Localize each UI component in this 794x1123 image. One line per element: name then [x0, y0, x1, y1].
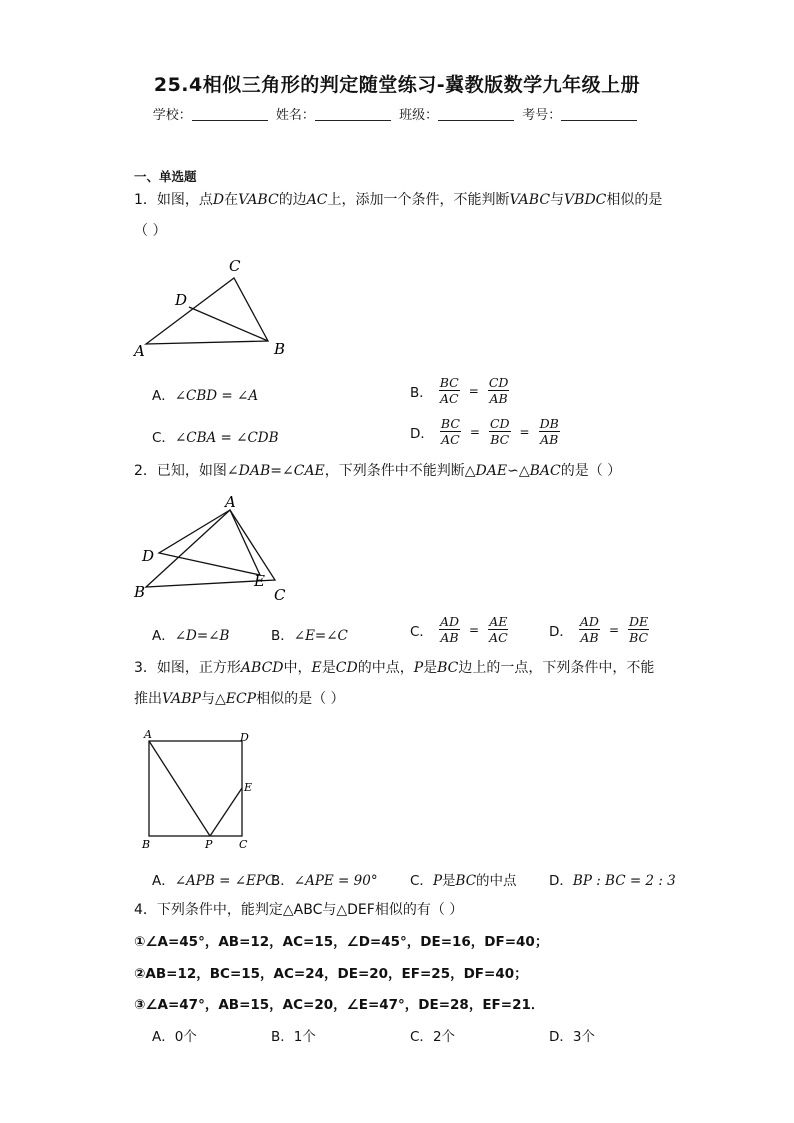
q4-option-b[interactable]: B．1个	[271, 1029, 316, 1045]
q2-triangle-ade	[159, 510, 260, 575]
q1-option-b[interactable]: B． $\frac{BC}{AC}$ = $\frac{CD}{AB}$	[410, 375, 509, 406]
school-label: 学校：	[152, 108, 192, 123]
q2-option-d[interactable]: D． $\frac{AD}{AB}$ = $\frac{DE}{BC}$	[549, 614, 649, 645]
page-title: 25.4相似三角形的判定随堂练习-冀教版数学九年级上册	[153, 74, 641, 96]
q3-option-d[interactable]: D．BP : BC = 2 : 3	[549, 873, 676, 889]
q1-label-a: A	[134, 342, 145, 360]
q1-label-b: B	[274, 340, 286, 358]
q4-option-c[interactable]: C．2个	[410, 1029, 456, 1045]
name-label: 姓名：	[275, 108, 315, 123]
q3-option-a[interactable]: A．∠APB = ∠EPC	[152, 873, 276, 889]
q3-figure	[136, 724, 261, 852]
q2-option-a[interactable]: A．∠D=∠B	[152, 628, 230, 644]
q1-stem-paren: （ ）	[134, 223, 167, 239]
q3-stem-line2: 推出VABP与△ECP相似的是（ ）	[134, 691, 345, 707]
q3-option-b[interactable]: B．∠APE = 90°	[271, 873, 378, 889]
q3-label-d: D	[240, 731, 249, 744]
q3-segment-pe	[210, 788, 242, 836]
q1-option-a[interactable]: A．∠CBD = ∠A	[152, 388, 259, 404]
exam-number-blank[interactable]	[561, 108, 637, 121]
student-info-row	[0, 104, 794, 123]
q2-label-c: C	[274, 586, 286, 604]
q3-stem-line1: 3．如图，正方形ABCD中，E是CD的中点，P是BC边上的一点，下列条件中，不能	[134, 660, 655, 676]
q1-label-d: D	[175, 291, 188, 309]
class-blank[interactable]	[438, 108, 514, 121]
q1-option-c[interactable]: C．∠CBA = ∠CDB	[152, 430, 279, 446]
class-label: 班级：	[399, 108, 439, 123]
q3-option-c[interactable]: C．P是BC的中点	[410, 873, 517, 889]
q1-option-d[interactable]: D． $\frac{BC}{AC}$ = $\frac{CD}{BC}$ = $\frac{DB}{AB}$	[410, 416, 559, 447]
q2-label-a: A	[225, 493, 236, 511]
q3-label-a: A	[144, 728, 152, 741]
q2-figure	[128, 490, 298, 605]
q1-segment-db	[189, 307, 268, 341]
section-heading: 一、单选题	[134, 169, 197, 184]
q2-option-c[interactable]: C． $\frac{AD}{AB}$ = $\frac{AE}{AC}$	[410, 614, 508, 645]
q2-label-d: D	[142, 547, 155, 565]
q1-triangle-abc	[146, 278, 268, 344]
q4-condition-3: ③∠A=47°，AB=15，AC=20，∠E=47°，DE=28，EF=21．	[134, 997, 545, 1013]
q4-stem: 4．下列条件中，能判定△ABC与△DEF相似的有（ ）	[134, 902, 464, 918]
school-blank[interactable]	[192, 108, 268, 121]
name-blank[interactable]	[315, 108, 391, 121]
q4-condition-2: ②AB=12，BC=15，AC=24，DE=20，EF=25，DF=40；	[134, 966, 528, 982]
q3-square-abcd	[149, 741, 242, 836]
exam-number-label: 考号：	[522, 108, 562, 123]
q2-label-b: B	[134, 583, 146, 601]
q4-option-d[interactable]: D．3个	[549, 1029, 595, 1045]
q4-condition-1: ①∠A=45°，AB=12，AC=15，∠D=45°，DE=16，DF=40；	[134, 934, 549, 950]
q3-segment-ap	[149, 741, 210, 836]
q1-stem: 1．如图，点D在VABC的边AC上，添加一个条件，不能判断VABC与VBDC相似的是	[134, 192, 663, 208]
q3-label-b: B	[142, 838, 151, 851]
q1-label-c: C	[229, 257, 241, 275]
q3-label-c: C	[239, 838, 248, 851]
q1-figure	[128, 252, 298, 362]
q2-option-b[interactable]: B．∠E=∠C	[271, 628, 348, 644]
q3-label-p: P	[205, 838, 213, 851]
q2-stem: 2．已知，如图∠DAB=∠CAE，下列条件中不能判断△DAE∽△BAC的是（ ）	[134, 463, 622, 479]
q2-label-e: E	[254, 572, 265, 590]
q3-label-e: E	[244, 781, 253, 794]
q4-option-a[interactable]: A．0个	[152, 1029, 197, 1045]
